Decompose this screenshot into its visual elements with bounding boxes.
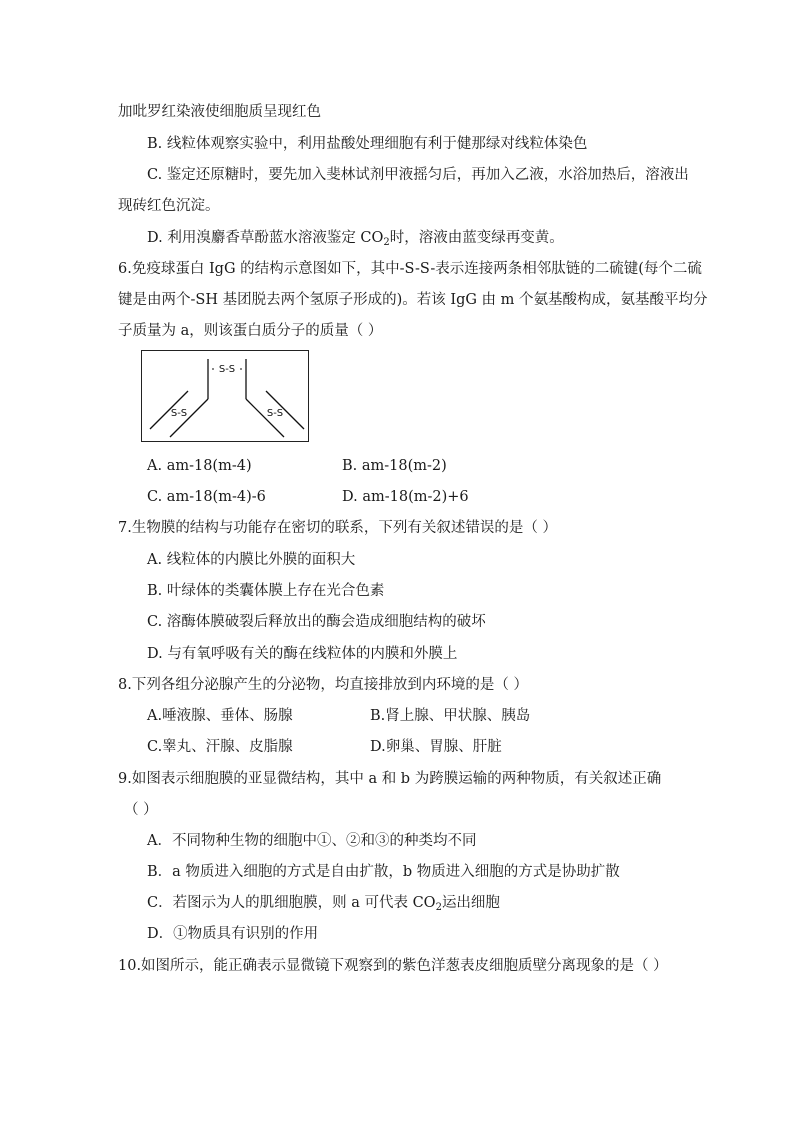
disulfide-bond-top: S-S [218,364,236,375]
q6-stem-line3: 子质量为 a，则该蛋白质分子的质量（ ） [118,323,383,339]
q5-option-c-line2: 现砖红色沉淀。 [118,198,220,214]
q5-option-b: B. 线粒体观察实验中，利用盐酸处理细胞有利于健那绿对线粒体染色 [147,136,588,152]
q7-option-b: B. 叶绿体的类囊体膜上存在光合色素 [147,583,385,599]
q6-option-c: C. am-18(m-4)-6 [147,489,266,505]
disulfide-bond-left: S-S [170,408,188,419]
q5-option-d [147,228,564,248]
q7-option-d: D. 与有氧呼吸有关的酶在线粒体的内膜和外膜上 [147,646,458,662]
q9-option-b: B．a 物质进入细胞的方式是自由扩散，b 物质进入细胞的方式是协助扩散 [147,864,620,880]
q9-option-c-text-end: 运出细胞 [441,895,500,911]
igg-diagram [142,351,308,441]
q6-stem-line2: 键是由两个-SH 基团脱去两个氢原子形成的)。若该 IgG 由 m 个氨基酸构成，氨基酸平均分 [118,292,708,308]
q8-option-d: D.卵巢、胃腺、肝脏 [370,739,502,755]
q9-option-c-text: C．若图示为人的肌细胞膜，则 a 可代表 CO [147,895,436,911]
subscript: 2 [435,902,442,913]
q9-stem-line1: 9.如图表示细胞膜的亚显微结构，其中 a 和 b 为跨膜运输的两种物质，有关叙述正确 [118,771,662,787]
q6-stem-line1: 6.免疫球蛋白 IgG 的结构示意图如下，其中-S-S-表示连接两条相邻肽链的二硫键(每个二硫 [118,261,702,277]
q6-option-a: A. am-18(m-4) [147,458,252,474]
q10-stem: 10.如图所示，能正确表示显微镜下观察到的紫色洋葱表皮细胞质壁分离现象的是（ ） [118,958,668,974]
disulfide-bond-right: S-S [266,408,284,419]
q6-option-d: D. am-18(m-2)+6 [342,489,469,505]
q5-tail: 加吡罗红染液使细胞质呈现红色 [118,104,321,120]
q8-option-a: A.唾液腺、垂体、肠腺 [147,708,293,724]
q8-option-c: C.睾丸、汗腺、皮脂腺 [147,739,293,755]
igg-structure-figure [141,350,309,442]
q9-stem-line2: （ ） [124,802,158,818]
q9-option-d: D．①物质具有识别的作用 [147,926,319,942]
q9-option-c [147,893,500,913]
q8-option-b: B.肾上腺、甲状腺、胰岛 [370,708,531,724]
q7-option-a: A. 线粒体的内膜比外膜的面积大 [147,552,356,568]
q6-option-b: B. am-18(m-2) [342,458,447,474]
q7-stem: 7.生物膜的结构与功能存在密切的联系，下列有关叙述错误的是（ ） [118,520,557,536]
q8-stem: 8.下列各组分泌腺产生的分泌物，均直接排放到内环境的是（ ） [118,677,528,693]
subscript: 2 [383,237,390,248]
q5-option-d-text: D. 利用溴麝香草酚蓝水溶液鉴定 CO [147,230,384,246]
q5-option-d-text-end: 时，溶液由蓝变绿再变黄。 [389,230,564,246]
q9-option-a: A．不同物种生物的细胞中①、②和③的种类均不同 [147,833,477,849]
q5-option-c-line1: C. 鉴定还原糖时，要先加入斐林试剂甲液摇匀后，再加入乙液，水浴加热后，溶液出 [147,167,689,183]
q7-option-c: C. 溶酶体膜破裂后释放出的酶会造成细胞结构的破坏 [147,614,486,630]
